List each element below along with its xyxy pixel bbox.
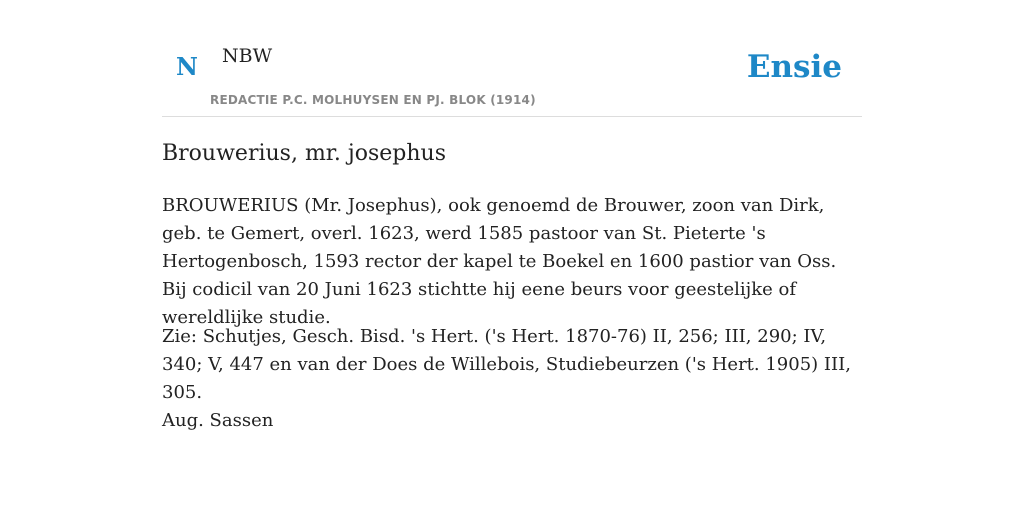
source-logo-icon[interactable]: N	[176, 52, 198, 81]
article-paragraph: BROUWERIUS (Mr. Josephus), ook genoemd de Brouwer, zoon van Dirk, geb. te Gemert, overl. 1623, werd 1585 pastoor van St. Pieterte 's Hertogenbosch, 1593 rector der kapel te Boekel en 1600 pastior van Oss. Bij codicil van 20 Juni 1623 stichtte hij eene beurs voor geestelijke of wereldlijke studie.	[162, 195, 837, 328]
source-subtitle: REDACTIE P.C. MOLHUYSEN EN PJ. BLOK (1914)	[210, 93, 536, 107]
article-author: Aug. Sassen	[162, 410, 274, 431]
article-paragraph: Zie: Schutjes, Gesch. Bisd. 's Hert. ('s Hert. 1870-76) II, 256; III, 290; IV, 340; V, 447 en van der Does de Willebois, Studiebeurzen ('s Hert. 1905) III, 305.	[162, 326, 851, 403]
header	[162, 0, 862, 117]
source-name[interactable]: NBW	[222, 45, 273, 67]
page-container	[162, 0, 862, 431]
site-logo[interactable]: Ensie	[746, 49, 842, 85]
article-title: Brouwerius, mr. josephus	[162, 141, 446, 166]
